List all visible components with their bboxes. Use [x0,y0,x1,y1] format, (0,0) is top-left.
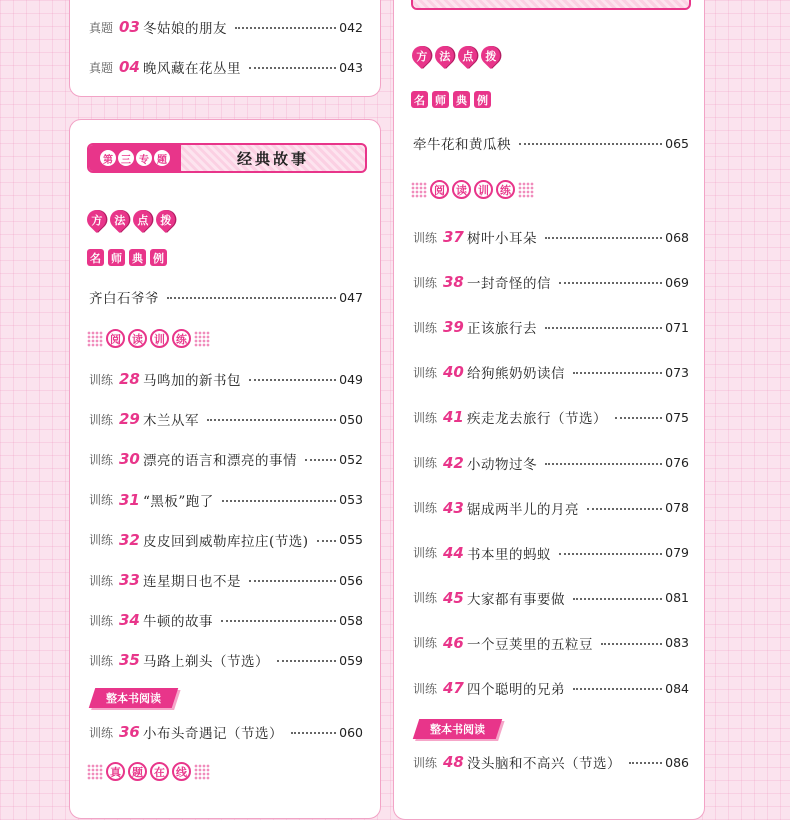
row-title: 没头脑和不高兴（节选） [467,756,621,772]
row-title: 马路上剃头（节选） [143,654,269,671]
row-label: 训练 [89,613,114,628]
row-page: 065 [665,135,689,151]
row-label: 训练 [413,591,438,606]
row-label: 训练 [413,636,438,651]
online-char: 题 [128,762,147,781]
method-heading [412,46,500,65]
example-char: 名 [87,249,104,266]
toc-row-29[interactable] [89,408,363,430]
topic-tag-char: 专 [136,150,152,166]
leader-dots [545,463,662,465]
row-number: 40 [443,363,464,382]
row-page: 083 [665,635,689,651]
row-page: 056 [339,572,363,588]
row-label: 训练 [413,681,438,696]
method-char: 拨 [477,42,504,69]
row-title: 牵牛花和黄瓜秧 [413,137,511,153]
row-page: 055 [339,532,363,548]
toc-row-04[interactable] [89,56,363,78]
row-title: 连星期日也不是 [143,574,241,590]
row-title: 给狗熊奶奶读信 [467,366,565,383]
row-page: 075 [665,409,689,425]
example-row[interactable] [89,286,363,308]
row-label: 训练 [413,275,438,290]
toc-row-44[interactable] [413,542,689,564]
row-title: 马鸣加的新书包 [143,373,241,389]
topic-banner [87,143,367,173]
row-title: 牛顿的故事 [143,614,213,631]
topic-tag-char: 第 [100,150,116,166]
row-label: 训练 [89,372,114,387]
online-char: 真 [106,762,125,781]
row-number: 04 [119,58,140,76]
top-left-panel [69,0,381,97]
row-page: 076 [665,455,689,470]
leader-dots [277,660,336,662]
row-title: 木兰从军 [143,413,199,430]
leader-dots [221,620,336,622]
toc-row-32[interactable] [89,529,363,551]
row-number: 03 [119,18,140,36]
training-char: 练 [172,329,191,348]
row-title: 树叶小耳朵 [467,231,537,247]
row-page: 059 [339,652,363,668]
leader-dots [222,500,336,502]
row-title: 皮皮回到威勒库拉庄(节选) [143,533,309,550]
dot-grid-decoration [87,331,103,347]
row-title: 一封奇怪的信 [467,276,551,293]
dot-grid-decoration [194,764,210,780]
leader-dots [519,143,662,145]
row-number: 48 [443,753,464,771]
toc-row-45[interactable] [413,587,689,609]
row-label: 真题 [89,20,114,35]
dot-grid-decoration [87,764,103,780]
training-char: 训 [150,329,169,348]
leader-dots [545,327,662,329]
leader-dots [559,553,662,555]
row-number: 43 [443,498,464,517]
whole-book-label: 整本书阅读 [413,719,502,739]
row-label: 训练 [413,755,438,770]
training-heading [411,180,534,199]
leader-dots [291,732,336,734]
row-title: 小动物过冬 [467,456,537,473]
row-page: 043 [339,59,363,75]
dot-grid-decoration [411,182,427,198]
row-label: 训练 [89,452,114,467]
row-label: 训练 [413,320,438,335]
example-char: 名 [411,91,428,108]
row-label: 训练 [89,412,114,427]
row-label: 训练 [413,365,438,380]
toc-row-47[interactable] [413,677,689,699]
leader-dots [601,643,662,645]
row-title: 四个聪明的兄弟 [467,682,565,698]
leader-dots [573,598,662,600]
row-number: 39 [443,318,464,337]
row-page: 049 [339,371,363,387]
row-label: 训练 [413,546,438,561]
row-number: 30 [119,450,140,469]
example-char: 例 [150,249,167,266]
leader-dots [249,379,336,381]
row-title: 晚风藏在花丛里 [143,61,241,77]
toc-row-42[interactable] [413,452,689,474]
row-number: 44 [443,543,464,562]
toc-row-41[interactable] [413,406,689,428]
row-page: 086 [665,754,689,770]
row-page: 052 [339,451,363,467]
leader-dots [235,27,336,29]
toc-row-36[interactable] [89,721,363,743]
row-number: 42 [443,453,464,472]
method-char: 方 [83,206,110,233]
row-label: 训练 [89,493,114,508]
leader-dots [615,417,662,419]
row-title: 漂亮的语言和漂亮的事情 [143,453,297,470]
method-char: 拨 [152,206,179,233]
row-label: 训练 [413,230,438,245]
row-title: 锯成两半儿的月亮 [467,501,579,518]
whole-book-label: 整本书阅读 [89,688,178,708]
training-heading [87,329,210,348]
leader-dots [249,580,336,582]
example-char: 师 [108,249,125,266]
row-number: 33 [119,571,140,589]
method-char: 方 [408,42,435,69]
method-char: 点 [454,42,481,69]
training-char: 练 [496,180,515,199]
row-page: 078 [665,500,689,516]
toc-row-38[interactable] [413,271,689,293]
leader-dots [207,419,336,421]
topic-tag [89,145,181,171]
row-title: 齐白石爷爷 [89,291,159,307]
row-number: 46 [443,633,464,652]
toc-row-31[interactable] [89,489,363,511]
training-char: 读 [128,329,147,348]
leader-dots [559,282,662,284]
row-label: 训练 [413,456,438,470]
row-page: 047 [339,289,363,305]
example-row[interactable] [413,132,689,154]
topic-tag-char: 题 [154,150,170,166]
row-title: “黑板”跑了 [143,493,214,510]
toc-row-37[interactable] [413,226,689,248]
row-page: 053 [339,492,363,508]
row-title: 大家都有事要做 [467,591,565,608]
row-title: 小布头奇遇记（节选） [143,726,283,742]
row-page: 079 [665,545,689,561]
method-char: 法 [431,42,458,69]
row-page: 084 [665,680,689,696]
row-title: 冬姑娘的朋友 [143,21,227,37]
training-char: 阅 [430,180,449,199]
row-page: 058 [339,612,363,628]
example-heading [87,249,167,266]
row-number: 29 [119,410,140,429]
row-title: 正该旅行去 [467,321,537,338]
toc-row-03[interactable] [89,16,363,38]
example-heading [411,91,491,108]
row-label: 训练 [89,573,114,588]
row-number: 45 [443,588,464,607]
example-char: 典 [129,249,146,266]
toc-row-39[interactable] [413,316,689,338]
row-label: 训练 [413,501,438,516]
example-char: 师 [432,91,449,108]
online-heading [87,762,210,781]
toc-row-46[interactable] [413,632,689,654]
leader-dots [545,237,662,239]
row-page: 081 [665,590,689,606]
leader-dots [573,372,662,374]
row-page: 073 [665,364,689,380]
row-number: 41 [443,408,464,427]
toc-row-34[interactable] [89,609,363,631]
row-title: 疾走龙去旅行（节选） [467,411,607,428]
row-label: 训练 [89,533,114,548]
training-char: 训 [474,180,493,199]
leader-dots [317,540,337,542]
row-page: 042 [339,19,363,35]
row-page: 071 [665,319,689,335]
leader-dots [629,762,662,764]
topic-banner-partial [411,0,691,10]
training-char: 读 [452,180,471,199]
row-label: 训练 [89,653,114,668]
topic-tag-char: 三 [118,150,134,166]
row-title: 书本里的蚂蚁 [467,546,551,563]
toc-row-33[interactable] [89,569,363,591]
toc-row-28[interactable] [89,368,363,390]
row-number: 35 [119,651,140,670]
row-label: 真题 [89,60,114,75]
leader-dots [167,297,336,299]
row-number: 28 [119,370,140,388]
online-char: 在 [150,762,169,781]
method-char: 点 [129,206,156,233]
toc-row-43[interactable] [413,497,689,519]
method-char: 法 [106,206,133,233]
row-page: 068 [665,229,689,245]
row-number: 31 [119,490,140,509]
training-char: 阅 [106,329,125,348]
example-char: 例 [474,91,491,108]
toc-row-35[interactable] [89,649,363,671]
leader-dots [249,67,336,69]
row-number: 34 [119,611,140,630]
row-label: 训练 [89,725,114,740]
row-title: 一个豆荚里的五粒豆 [467,636,593,653]
leader-dots [573,688,662,690]
dot-grid-decoration [194,331,210,347]
row-number: 47 [443,679,464,697]
row-label: 训练 [413,410,438,425]
method-heading [87,210,175,229]
online-char: 线 [172,762,191,781]
row-number: 36 [119,723,140,741]
row-page: 069 [665,274,689,290]
leader-dots [587,508,662,510]
toc-row-48[interactable] [413,751,689,773]
topic-title: 经典故事 [236,149,309,168]
row-number: 37 [443,228,464,246]
toc-row-40[interactable] [413,361,689,383]
row-page: 050 [339,411,363,427]
dot-grid-decoration [518,182,534,198]
example-char: 典 [453,91,470,108]
row-number: 38 [443,273,464,292]
leader-dots [305,459,336,461]
toc-row-30[interactable] [89,448,363,470]
row-number: 32 [119,530,140,549]
row-page: 060 [339,724,363,740]
